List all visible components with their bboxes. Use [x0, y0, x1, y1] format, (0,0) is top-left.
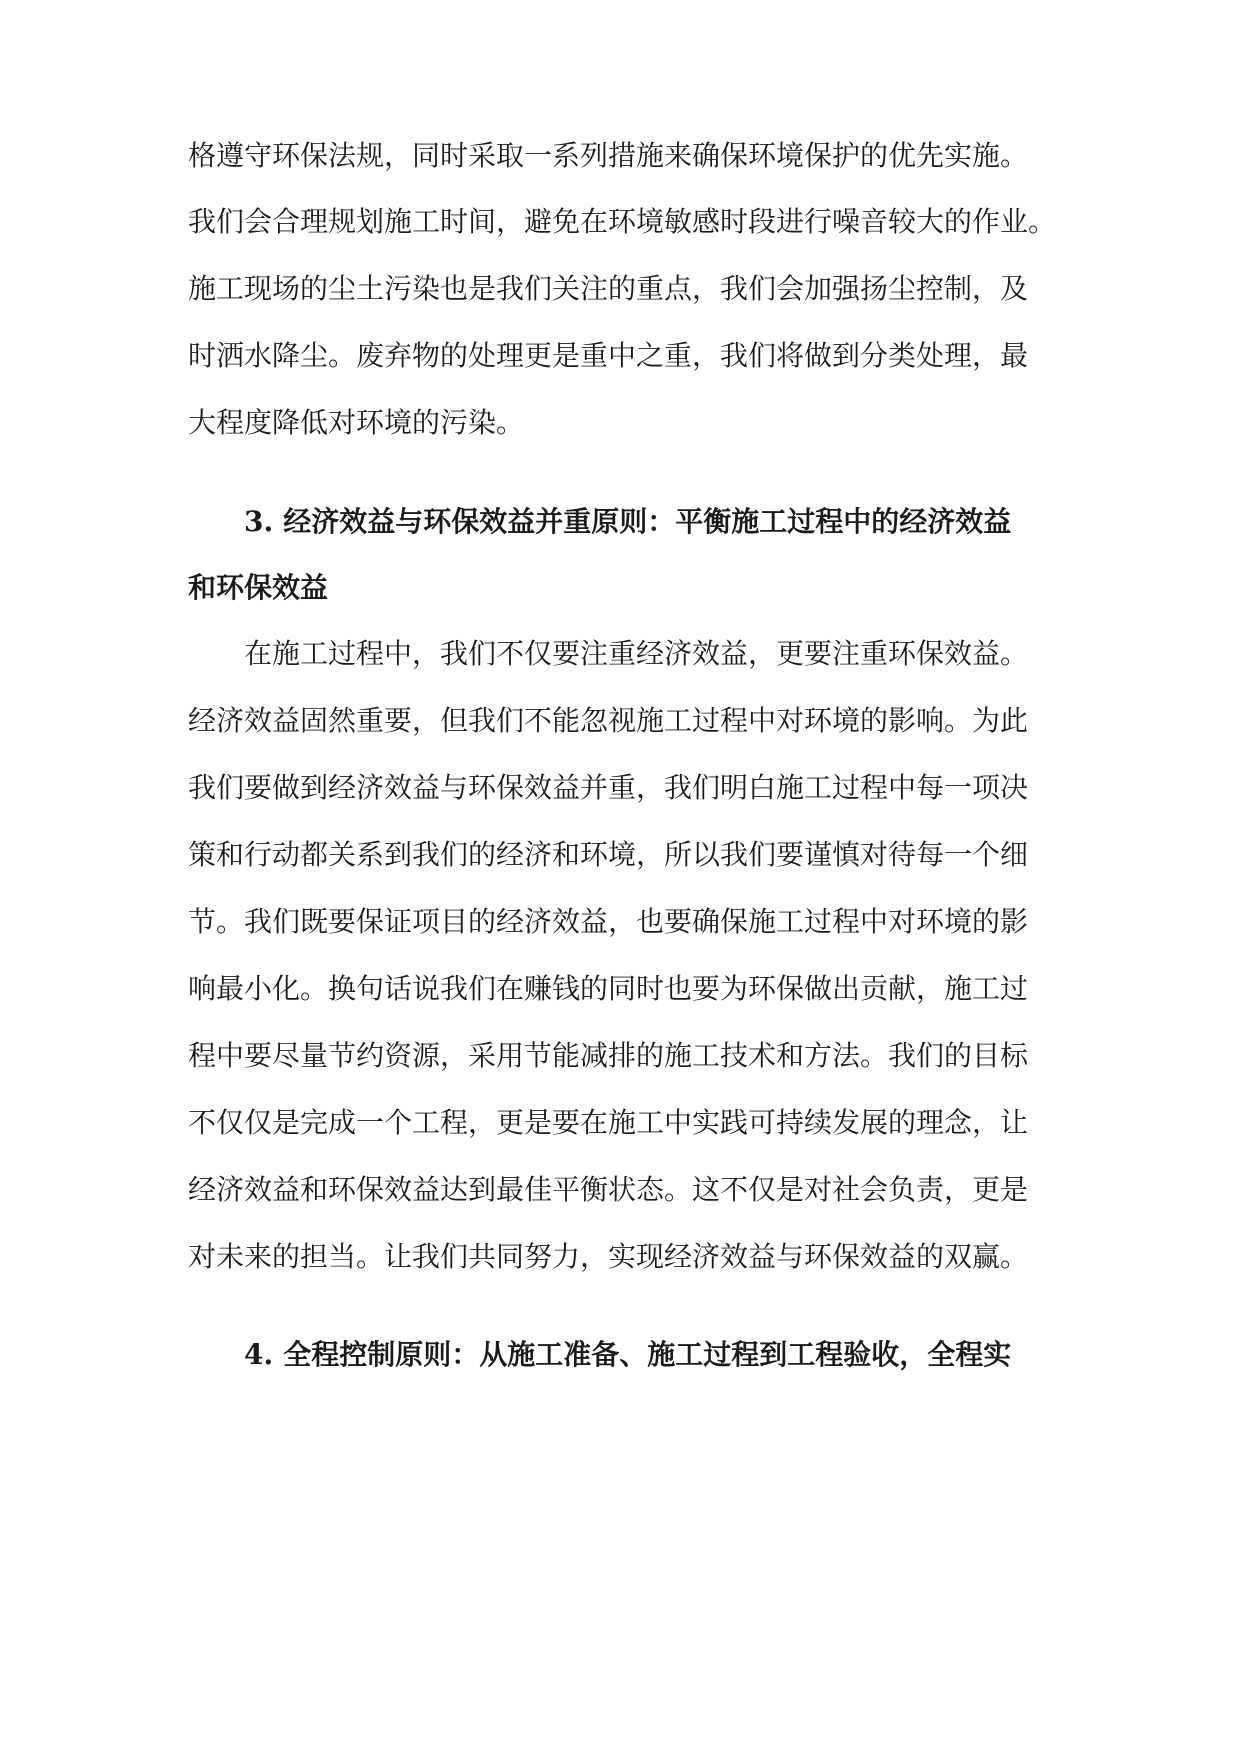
paragraph-1-line-5: 大程度降低对环境的污染。: [188, 406, 525, 439]
paragraph-2-line-1: 在施工过程中，我们不仅要注重经济效益，更要注重环保效益。: [244, 637, 1029, 670]
paragraph-2-line-9: 经济效益和环保效益达到最佳平衡状态。这不仅是对社会负责，更是: [188, 1173, 1029, 1206]
paragraph-2-line-10: 对未来的担当。让我们共同努力，实现经济效益与环保效益的双赢。: [188, 1240, 1029, 1273]
heading-4-title: 全程控制原则：从施工准备、施工过程到工程验收，全程实: [283, 1338, 1012, 1371]
paragraph-1-line-3: 施工现场的尘土污染也是我们关注的重点，我们会加强扬尘控制，及: [188, 272, 1029, 305]
heading-3-line-2: 和环保效益: [188, 571, 329, 604]
heading-4-number: 4.: [244, 1338, 274, 1371]
paragraph-2-line-2: 经济效益固然重要，但我们不能忽视施工过程中对环境的影响。为此: [188, 704, 1029, 737]
heading-3-number: 3.: [244, 505, 274, 538]
heading-3-title: 经济效益与环保效益并重原则：平衡施工过程中的经济效益: [283, 505, 1012, 538]
paragraph-2-line-5: 节。我们既要保证项目的经济效益，也要确保施工过程中对环境的影: [188, 905, 1029, 938]
paragraph-2-line-6: 响最小化。换句话说我们在赚钱的同时也要为环保做出贡献，施工过: [188, 972, 1029, 1005]
paragraph-2-line-8: 不仅仅是完成一个工程，更是要在施工中实践可持续发展的理念，让: [188, 1106, 1029, 1139]
heading-3-line-1: [244, 502, 1011, 542]
paragraph-2-line-3: 我们要做到经济效益与环保效益并重，我们明白施工过程中每一项决: [188, 771, 1029, 804]
paragraph-1-line-4: 时洒水降尘。废弃物的处理更是重中之重，我们将做到分类处理，最: [188, 339, 1029, 372]
paragraph-2-line-7: 程中要尽量节约资源，采用节能减排的施工技术和方法。我们的目标: [188, 1039, 1029, 1072]
paragraph-1-line-1: 格遵守环保法规，同时采取一系列措施来确保环境保护的优先实施。: [188, 139, 1029, 172]
heading-4-line-1: [244, 1335, 1011, 1375]
paragraph-2-line-4: 策和行动都关系到我们的经济和环境，所以我们要谨慎对待每一个细: [188, 838, 1029, 871]
paragraph-1-line-2: 我们会合理规划施工时间，避免在环境敏感时段进行噪音较大的作业。: [188, 205, 1057, 238]
